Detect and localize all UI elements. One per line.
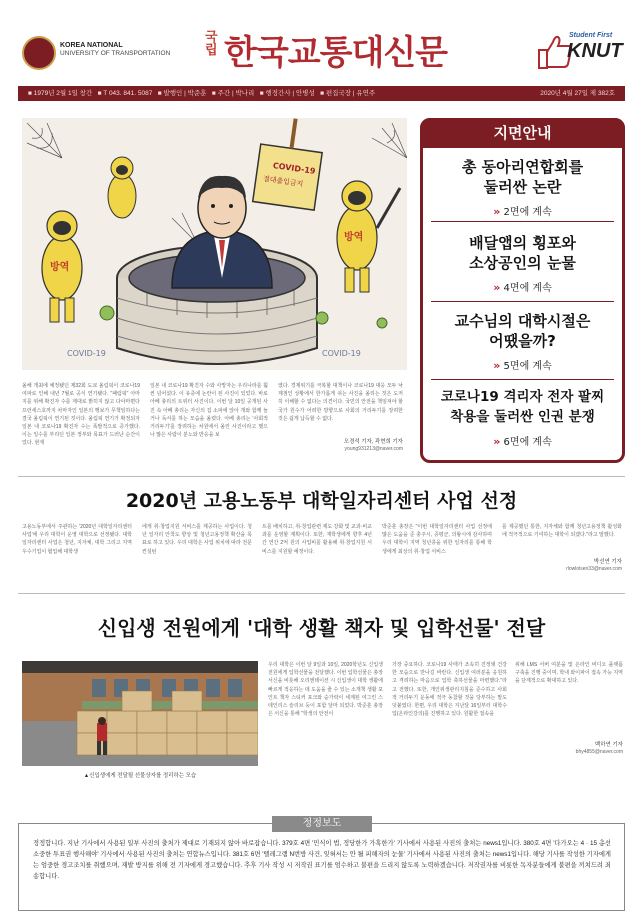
article1-col2: 에게 취·창업지원 서비스를 제공하는 사업이다. 청년 일자리 안착도 향상 및 청년고용정책 확산을 목표로 하고 있다. 우리 대학은 사업 위치에 따라 전문 컨설턴 (142, 524, 252, 555)
slogan-text: Student First (569, 32, 613, 39)
editorial-cartoon (22, 118, 407, 370)
index-item-title: 코로나19 격리자 전자 팔찌 착용을 둘러싼 인권 분쟁 (440, 389, 605, 425)
cartoon-article-col3: 였다. 경제위기를 극복할 대책이나 코로나19 대응 모두 낙제점인 상황에서 한가롭게 쉬는 사진을 올리는 것은 도저히 이해할 수 없다는 의견이다. 국민의 안전을 책임져야 할 국가 원수가 어려한 방향으로 사회의 거리두기를 장려한 것은 쉽게 납득할 수 없다. (278, 383, 403, 422)
cartoon-article-col1: 올해 개최에 예정됐던 제32회 도쿄 올림픽이 코로나19 여파로 인해 내년 7월로 공식 연기됐다. "패럼픽" 아마지를 위해 확진자 수를 제대로 밝히지 않고 다야마편다 프런세스호까지 차마자인 일본의 행보가 무책임하다는 결국 올림픽이 연기된 것이다. 올림픽 연기가 확정되자 일본 내 코로나19 확진자 수는 폭발적으로 증가했다. 이는 일수를 부리던 일본 정부와 목표가 드러난 순간이었다. 현재 (22, 383, 140, 447)
university-name-line1: KOREA NATIONAL (60, 42, 123, 49)
article2-col2: 가장 중요하다. 코로나19 사태가 조속히 진정돼 건강한 모습으로 만나길 바란다. 신입생 여러분을 응원하고 격려하는 마음으로 입학 축하선물을 마련했다."라고 전했다. 또한, 개인위생관리지침을 준수하고 사회적 거리두기 운동에 적극 동참할 것을 당부하는 말도 덧붙였다. 한편, 우리 대학은 지난달 16일부터 대학수업(온라인강의)를 진행하고 있다. 원활한 접속을 (392, 662, 507, 718)
article1-col3: 트를 배치하고, 취·창업관련 제도 강화 및 교과·비교과를 운영할 계획이다. 또한, 재학생에게 향후 4년간 연간 2억 원의 사업비를 활용해 취·창업지원 서비스를 지원할 예정이다. (262, 524, 372, 555)
article2-email: bhy4855@naver.com (575, 749, 623, 755)
chief-editor: ■ 편집국장 | 유연주 (320, 90, 376, 97)
index-item-continue: » 2면에 계속 (493, 205, 552, 218)
hazmat-figure-right (337, 181, 400, 292)
index-divider (431, 301, 614, 302)
svg-text:방역: 방역 (344, 232, 364, 243)
section-divider (18, 476, 625, 477)
correction-text: 정정합니다. 지난 기사에서 사용된 일부 사진의 출처가 제대로 기재되지 않아 바로잡습니다. 379호 4면 '민식이 법, 정당한가 가혹한가' 기사에서 사용된 사진의 출처는 news1입니다. 380호 4면 '다가오는 4 · 15 총선 소중한 투표권 행사해야' 기사에서 사용된 사진의 출처는 연합뉴스입니다. 381호 6면 '텔레그램 N번방 사건, 잊혀서는 안 될 피해자의 눈물' 기사에서 사용된 사진의 출처는 news1입니다. 해당 기사를 작성한 기자에게는 엄중한 경고조치를 취했으며, 재발 방지를 위해 전 기자에게 경고했습니다. 추후 기사 작성 시 저작권 표기를 엄수하고 불편을 드리지 않도록 노력하겠습니다. 저작권자를 비롯한 독자분들에게 불편을 끼쳐드려 죄송합니다. (33, 840, 611, 880)
newspaper-title (205, 25, 447, 74)
index-item[interactable] (423, 311, 622, 372)
article2-col1: 우리 대학은 이번 달 9일과 10일, 2020학년도 신입생 전원에게 입학선물을 전달했다. 이번 입학선물은 총장 서신을 비롯해 오리엔테이션 시 신입생이 대학 생활에 빠르게 적응하는 데 도움을 줄 수 있는 소개책 생활 포인트 책자 스티커 포크와 숟가락이 세계된 여그린 스테인리스 슬리브 등이 포함 달마 되었다. 박준훈 총장은 서신을 통해 "학생의 안전이 (268, 662, 383, 718)
index-item-continue: » 6면에 계속 (493, 435, 552, 448)
publisher: ■ 발행인 | 박준훈 (157, 90, 207, 97)
knut-logo (535, 30, 623, 72)
index-item[interactable] (423, 233, 622, 294)
issue-date: 2020년 4월 27일 제 382호 (540, 90, 615, 97)
double-chevron-right-icon: » (493, 359, 501, 372)
index-divider (431, 221, 614, 222)
article1-col5: 를 제공했던 통한, 지자체와 함께 청년고용정책 활성화에 적극적으로 기여하는 대학이 되겠다."라고 말했다. (502, 524, 622, 539)
double-chevron-right-icon: » (493, 281, 501, 294)
university-name (60, 42, 170, 58)
article2-byline: 백하연 기자 (594, 742, 623, 748)
svg-text:방역: 방역 (50, 262, 70, 273)
freshman-gift-photo (22, 661, 258, 766)
hazmat-figure-left (42, 211, 82, 322)
title-prefix: 국립 (205, 30, 218, 58)
article1-col4: 박준훈 총장은 "이번 대학일자리센터 사업 선정에 많은 도움을 준 충주시, 증평군, 의왕시에 감사하며 우리 대학이 지역 청년층을 위한 일자리를 통해 학생에게 최상의 취·창업 서비스 (382, 524, 492, 555)
publication-info-bar (18, 86, 625, 101)
index-item-continue: » 5면에 계속 (493, 359, 552, 372)
index-item-continue: » 4면에 계속 (493, 281, 552, 294)
index-item-title: 총 동아리연합회를 둘러싼 논란 (461, 158, 584, 196)
article2-col3: 위해 LMS 서버 여분을 및 온라인 비디오 플랫폼 구축을 진행 중이며, 학내 와이파이 접속 가능 지역을 단계적으로 확대하고 있다. (515, 662, 623, 685)
double-chevron-right-icon: » (493, 205, 501, 218)
article1-email: rlowlolsen33@naver.com (566, 566, 622, 572)
index-item[interactable] (423, 157, 622, 218)
photo-caption: ▲신입생에게 전달될 선물상자를 정리하는 모습 (83, 773, 197, 779)
director: ■ 주간 | 박나리 (211, 90, 255, 97)
article2-headline: 신입생 전원에게 '대학 생활 책자 및 입학선물' 전달 (97, 616, 546, 640)
svg-text:COVID-19: COVID-19 (322, 349, 361, 358)
index-header: 지면안내 (420, 118, 625, 148)
index-item-title: 교수님의 대학시절은 어땠을까? (454, 312, 591, 350)
article1-col1: 고용노동부에서 주관하는 '2020년 대학일자리센터 사업'에 우리 대학이 운영 대학으로 선정됐다. 대학일자리센터 사업은 청년, 지자체, 대학 그리고 지역 우수기업이 협업해 대학생 (22, 524, 132, 555)
page-index-box (420, 118, 625, 463)
admin-secretary: ■ 행정간사 | 안병성 (259, 90, 315, 97)
cartoon-article-byline: 오경석 기자, 곽현희 기자 (343, 439, 403, 445)
svg-text:절대출입금지: 절대출입금지 (262, 174, 304, 189)
brand-text: KNUT (567, 40, 623, 62)
index-item[interactable] (423, 387, 622, 448)
cartoon-article-col2: 일본 내 코로나19 확진자 수와 사망자는 우리나라를 훨씬 넘어섰다. 이 유증에 논란이 된 사진이 있었다. 바로 아베 총리의 트위터 사진이다. 이번 달 10일 공개된 사진 속 아베 총리는 자신의 집 소파에 앉아 개와 함께 놀거나 독서를 하는 모습을 올렸다. 아베 총리는 '사회적 거리두기'를 장려하는 차원에서 올린 사진이라고 했으나 많은 사람이 분노와 반응을 보 (150, 383, 268, 439)
svg-text:COVID-19: COVID-19 (272, 161, 316, 176)
article1-byline: 박선연 기자 (593, 559, 622, 565)
section-divider (18, 593, 625, 594)
cartoon-article-email: young931213@naver.com (344, 446, 403, 452)
university-name-line2: UNIVERSITY OF TRANSPORTATION (60, 50, 171, 57)
index-divider (431, 379, 614, 380)
title-main: 한국교통대신문 (224, 33, 448, 73)
svg-text:COVID-19: COVID-19 (67, 349, 106, 358)
index-item-title: 배달앱의 횡포와 소상공인의 눈물 (469, 234, 576, 272)
university-emblem-logo (22, 36, 56, 70)
phone-number: ■ T 043. 841. 5087 (97, 90, 153, 97)
founded-date: ■ 1979년 2월 1일 창간 (28, 90, 93, 97)
article1-headline: 2020년 고용노동부 대학일자리센터 사업 선정 (125, 490, 518, 512)
correction-box (18, 823, 625, 911)
double-chevron-right-icon: » (493, 435, 501, 448)
correction-header: 정정보도 (272, 816, 372, 832)
